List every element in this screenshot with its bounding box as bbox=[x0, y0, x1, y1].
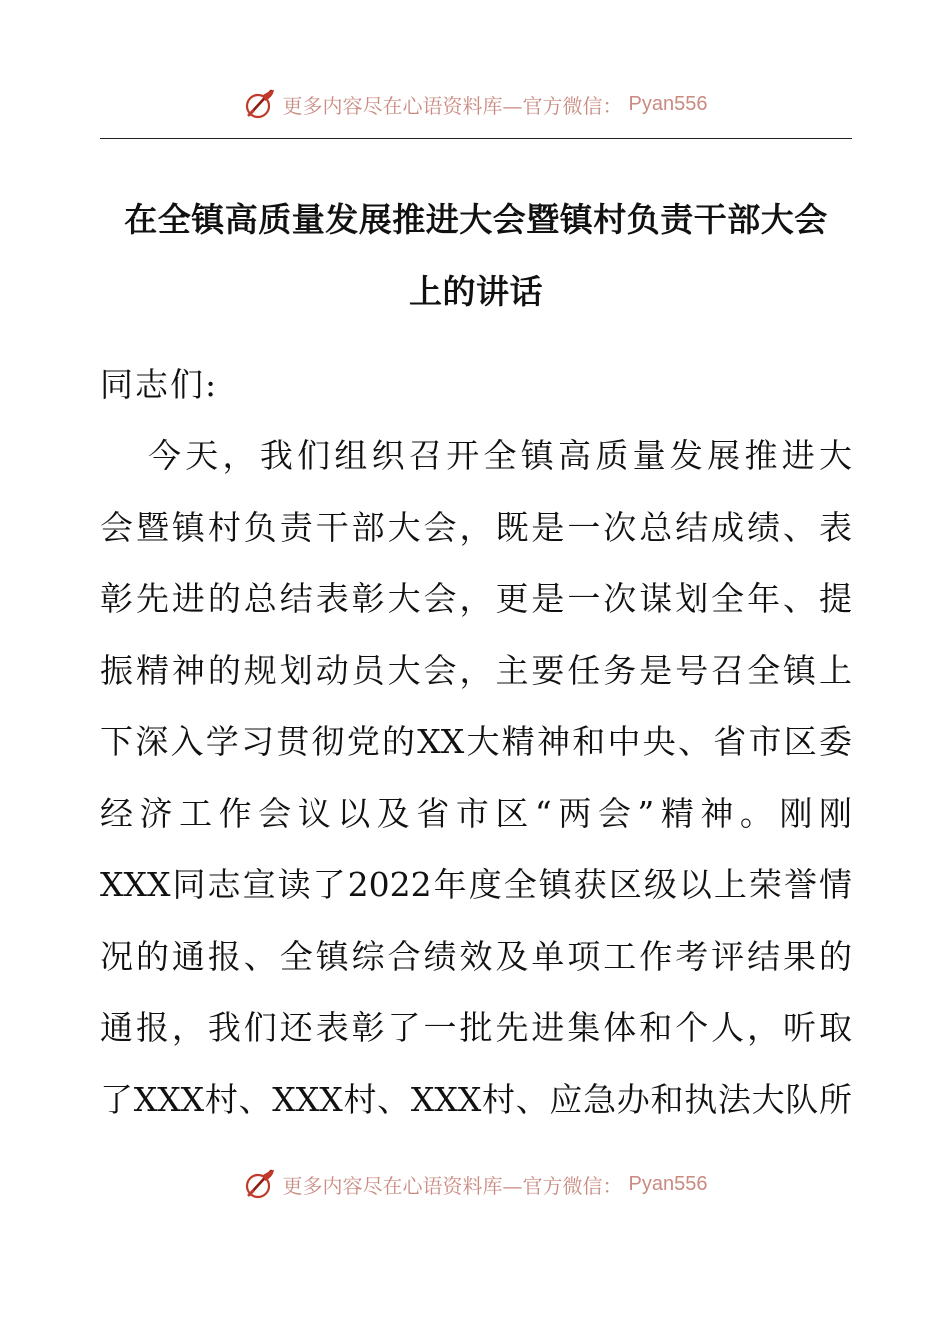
title-line: 在全镇高质量发展推进大会暨镇村负责干部大会 bbox=[124, 200, 828, 239]
body-line: 振精神的规划动员大会，主要任务是号召全镇上 bbox=[100, 650, 852, 690]
salutation: 同志们: bbox=[100, 365, 219, 404]
body-paragraph bbox=[100, 420, 852, 1135]
body-line: 会暨镇村负责干部大会，既是一次总结成绩、表 bbox=[100, 507, 852, 547]
watermark-wechat-id: Pyan556 bbox=[628, 92, 708, 115]
header-rule bbox=[100, 138, 852, 139]
quill-logo-icon bbox=[243, 1167, 277, 1201]
body-line: 况的通报、全镇综合绩效及单项工作考评结果的 bbox=[100, 936, 852, 976]
body-line: 今天，我们组织召开全镇高质量发展推进大 bbox=[148, 436, 852, 475]
document-title bbox=[100, 184, 852, 328]
body-line: 通报，我们还表彰了一批先进集体和个人，听取 bbox=[100, 1008, 852, 1047]
watermark-text: 更多内容尽在心语资料库—官方微信： bbox=[282, 93, 623, 118]
footer-watermark bbox=[0, 1164, 950, 1204]
body-line: 经济工作会议以及省市区“两会”精神。刚刚 bbox=[100, 793, 852, 833]
header-watermark bbox=[0, 84, 950, 124]
watermark-wechat-id: Pyan556 bbox=[628, 1172, 708, 1195]
body-line: 了XXX村、XXX村、XXX村、应急办和执法大队所 bbox=[100, 1079, 852, 1119]
title-line: 上的讲话 bbox=[409, 272, 543, 311]
quill-logo-icon bbox=[243, 87, 277, 121]
body-line: 彰先进的总结表彰大会，更是一次谋划全年、提 bbox=[100, 579, 852, 618]
watermark-text: 更多内容尽在心语资料库—官方微信： bbox=[282, 1173, 623, 1198]
body-line: 下深入学习贯彻党的XX大精神和中央、省市区委 bbox=[100, 722, 852, 761]
body-line: XXX同志宣读了2022年度全镇获区级以上荣誉情 bbox=[100, 865, 852, 904]
